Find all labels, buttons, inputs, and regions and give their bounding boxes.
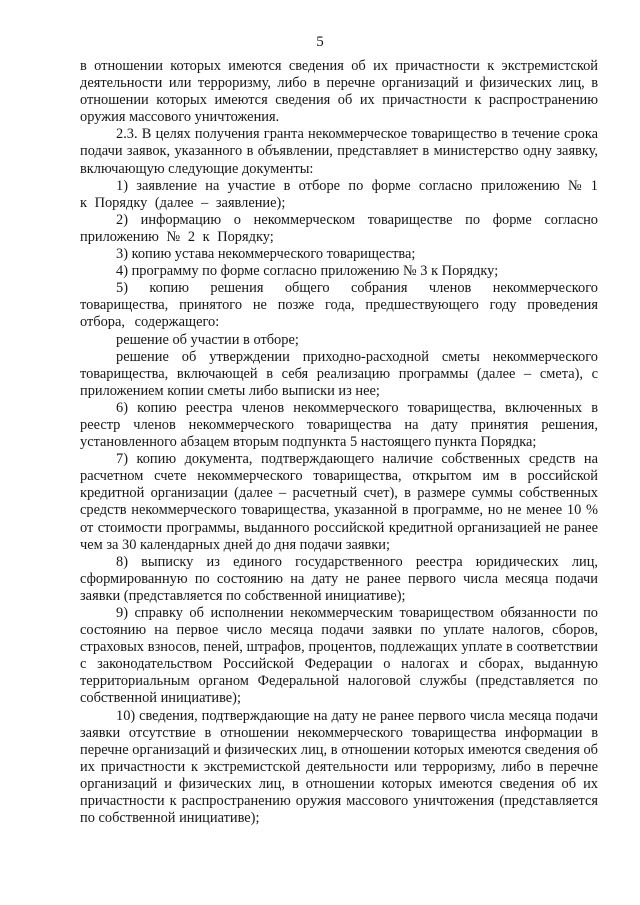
list-item-1-application: 1) заявление на участие в отборе по форме согласно приложению № 1 к Порядку (далее – заявление); — [80, 177, 598, 211]
list-item-2-info: 2) информацию о некоммерческом товариществе по форме согласно приложению № 2 к Порядку; — [80, 211, 598, 245]
list-item-6-registry: 6) копию реестра членов некоммерческого товарищества, включенных в реестр членов некоммерческого товарищества на дату принятия решения, установленного абзацем вторым подпункта 5 настоящего пункта Порядка; — [80, 399, 598, 451]
list-item-7-funds-document: 7) копию документа, подтверждающего наличие собственных средств на расчетном счете некоммерческого товарищества, открытом им в российской кредитной организации (далее – расчетный счет), в размере суммы собственных средств некоммерческого товарищества, указанной в программе, но не менее 10 % от стоимости программы, выданного российской кредитной организацией не ранее чем за 30 календарных дней до дня подачи заявки; — [80, 451, 598, 553]
paragraph-2-3-intro: 2.3. В целях получения гранта некоммерческое товарищество в течение срока подачи заявок, указанного в объявлении, представляет в министерство одну заявку, включающую следующие документы: — [80, 126, 598, 177]
list-item-5-decision: 5) копию решения общего собрания членов некоммерческого товарищества, принятого не позже года, предшествующего году проведения отбора, содержащего: — [80, 280, 598, 331]
subitem-participation-decision: решение об участии в отборе; — [116, 331, 299, 348]
list-item-8-egrul-extract: 8) выписку из единого государственного реестра юридических лиц, сформированную по состоянию на дату не ранее первого числа месяца подачи заявки (представляется по собственной инициативе); — [80, 553, 598, 604]
list-item-10-information: 10) сведения, подтверждающие на дату не ранее первого числа месяца подачи заявки отсутствие в отношении некоммерческого товарищества информации в перечне организаций и физических лиц, в отношении которых имеются сведения об их причастности к экстремистской деятельности или терроризму, либо в перечне организаций и физических лиц, в отношении которых имеются сведения об их причастности к распространению оружия массового уничтожения (представляется по собственной инициативе); — [80, 707, 598, 827]
document-body — [80, 58, 598, 827]
list-item-9-tax-certificate: 9) справку об исполнении некоммерческим товариществом обязанности по состоянию на первое число месяца подачи заявки по уплате налогов, сборов, страховых взносов, пеней, штрафов, процентов, подлежащих уплате в соответствии с законодательством Российской Федерации о налогах и сборах, выданную территориальным органом Федеральной налоговой службы (представляется по собственной инициативе); — [80, 605, 598, 707]
paragraph-continuation: в отношении которых имеются сведения об их причастности к экстремистской деятельности или терроризму, либо в перечне организаций и физических лиц, в отношении которых имеются сведения об их причастности к распространению оружия массового уничтожения. — [80, 58, 598, 126]
page-number: 5 — [316, 34, 324, 50]
list-item-4-program: 4) программу по форме согласно приложению № 3 к Порядку; — [116, 263, 499, 280]
subitem-budget-decision: решение об утверждении приходно-расходной сметы некоммерческого товарищества, включающей в себя реализацию программы (далее – смета), с приложением копии сметы либо выписки из нее; — [80, 348, 598, 399]
list-item-3-charter: 3) копию устава некоммерческого товарищества; — [116, 246, 416, 263]
